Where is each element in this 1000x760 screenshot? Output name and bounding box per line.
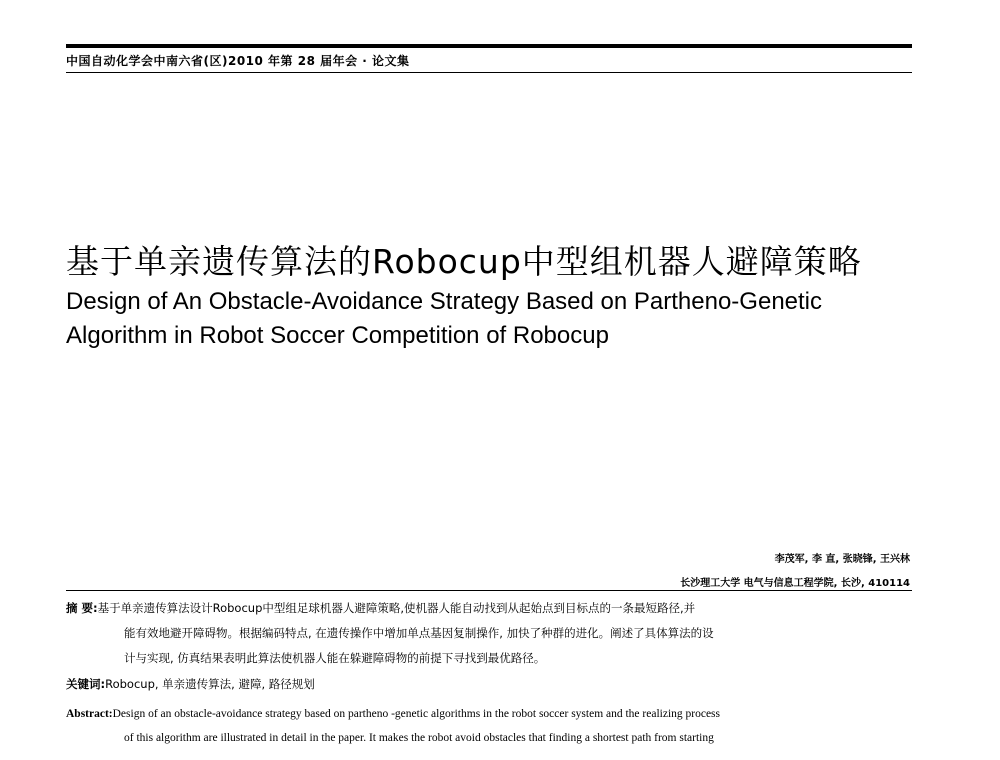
- authors: 李茂军, 李 直, 张晓锋, 王兴林: [774, 554, 910, 565]
- abstract-english-label: Abstract:: [66, 708, 113, 720]
- abstract-english: [66, 702, 912, 750]
- title-chinese: 基于单亲遗传算法的Robocup中型组机器人避障策略: [66, 242, 862, 281]
- abstract-chinese-line-3: 计与实现, 仿真结果表明此算法使机器人能在躲避障碍物的前提下寻找到最优路径。: [124, 651, 546, 665]
- title-english: [66, 285, 926, 353]
- abstract-english-line-2: of this algorithm are illustrated in detail in the paper. It makes the robot avoid obstacles that finding a shortest path from starting: [124, 732, 714, 744]
- abstract-chinese: [66, 596, 912, 671]
- journal-header: 中国自动化学会中南六省(区)2010 年第 28 届年会 · 论文集: [66, 54, 410, 68]
- keywords: [66, 676, 315, 692]
- abstract-chinese-line-1: 基于单亲遗传算法设计Robocup中型组足球机器人避障策略,使机器人能自动找到从起始点到目标点的一条最短路径,并: [97, 601, 696, 615]
- title-english-line-1: Design of An Obstacle-Avoidance Strategy Based on Partheno-Genetic: [66, 288, 823, 315]
- header-rule-thick: [66, 44, 912, 48]
- keywords-text: Robocup, 单亲遗传算法, 避障, 路径规划: [105, 677, 315, 691]
- title-english-line-2: Algorithm in Robot Soccer Competition of Robocup: [66, 322, 609, 349]
- header-rule-thin: [66, 72, 912, 73]
- abstract-chinese-line-2: 能有效地避开障碍物。根据编码特点, 在遗传操作中增加单点基因复制操作, 加快了种群的进化。阐述了具体算法的设: [124, 626, 714, 640]
- abstract-english-line-1: Design of an obstacle-avoidance strategy based on partheno -genetic algorithms in the robot soccer system and the realizing process: [112, 708, 721, 720]
- keywords-label: 关键词:: [66, 677, 106, 691]
- abstract-chinese-label: 摘 要:: [66, 601, 98, 615]
- affiliation-rule: [66, 590, 912, 591]
- affiliation: 长沙理工大学 电气与信息工程学院, 长沙, 410114: [680, 578, 910, 589]
